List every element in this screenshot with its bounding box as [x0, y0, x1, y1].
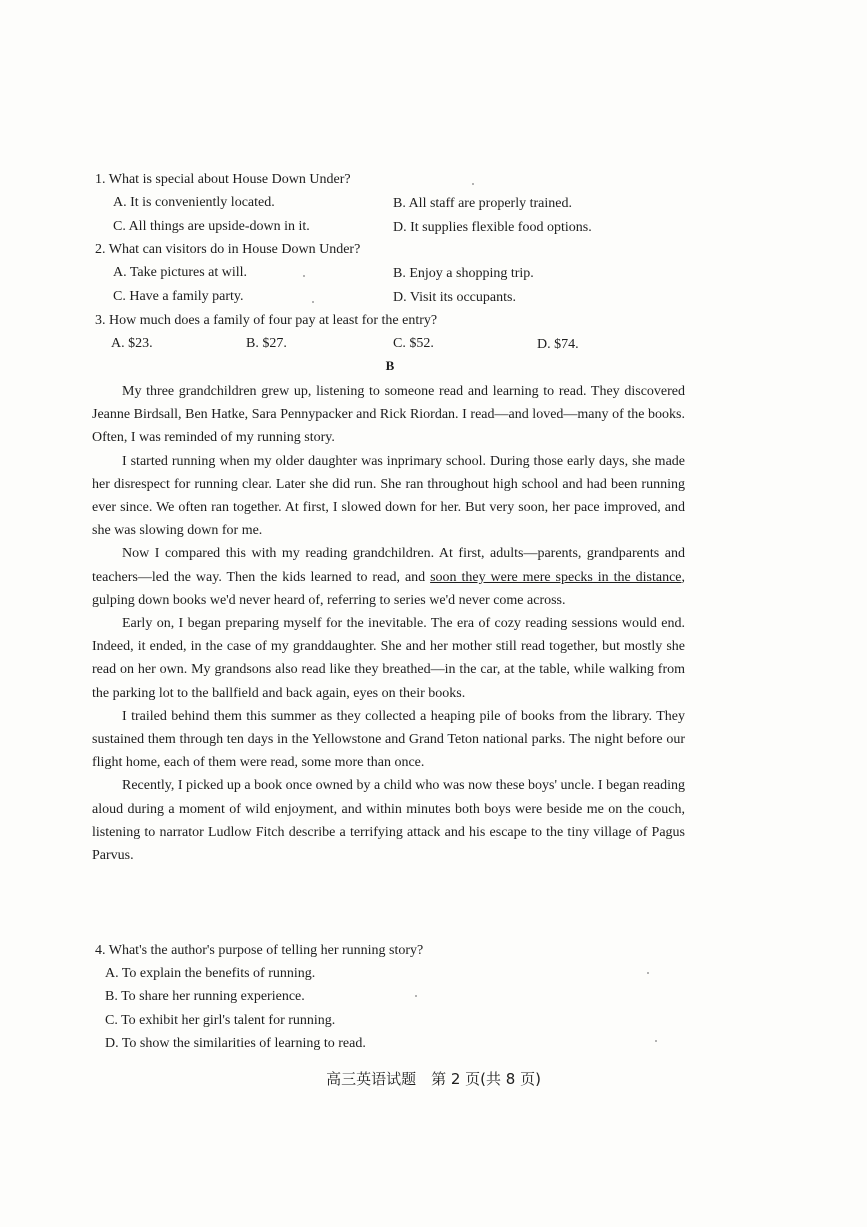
question-4-stem: 4. What's the author's purpose of telling her running story?	[95, 943, 424, 958]
scan-speck	[655, 1040, 657, 1042]
question-1-option-c: C. All things are upside-down in it.	[113, 219, 310, 234]
passage-paragraph-5: I trailed behind them this summer as they collected a heaping pile of books from the library. They sustained them through ten days in the Yellowstone and Grand Teton national parks. The night before our flight home, each of them were read, some more than once.	[92, 708, 685, 771]
section-label: B	[385, 358, 395, 373]
passage-paragraph-3	[92, 542, 685, 612]
passage-paragraph-4: Early on, I began preparing myself for the inevitable. The era of cozy reading sessions would end. Indeed, it ended, in the case of my granddaughter. She and her mother still read together, but mostly she read on her own. My grandsons also read like they breathed—in the car, at the table, while walking from the parking lot to the ballfield and back again, eyes on their books.	[92, 616, 685, 701]
scan-speck	[415, 995, 417, 997]
scan-speck	[647, 972, 649, 974]
reading-passage	[92, 380, 685, 867]
scan-speck	[312, 301, 314, 303]
question-2-option-c: C. Have a family party.	[113, 289, 244, 304]
question-4-option-b: B. To share her running experience.	[105, 989, 305, 1004]
scan-speck	[472, 183, 474, 185]
passage-paragraph-3-part-2: , gulping down books we'd never heard of, referring to series we'd never come across.	[92, 569, 685, 608]
question-1-option-a: A. It is conveniently located.	[113, 195, 275, 210]
passage-paragraph-2: I started running when my older daughter was inprimary school. During those early days, she made her disrespect for running clear. Later she did run. She ran throughout high school and had been running ever since. We often ran together. At first, I slowed down for her. But very soon, her pace improved, and she was slowing down for me.	[92, 453, 685, 539]
question-1-option-b: B. All staff are properly trained.	[393, 196, 572, 211]
question-2-option-d: D. Visit its occupants.	[393, 290, 516, 305]
question-3-stem: 3. How much does a family of four pay at least for the entry?	[95, 313, 438, 328]
question-2-stem: 2. What can visitors do in House Down Under?	[95, 242, 361, 257]
question-3-option-a: A. $23.	[111, 336, 153, 351]
question-3-option-b: B. $27.	[246, 336, 287, 351]
question-3-option-d: D. $74.	[537, 337, 579, 352]
question-2-option-a: A. Take pictures at will.	[113, 265, 248, 280]
question-1-stem: 1. What is special about House Down Under?	[95, 172, 351, 187]
underlined-phrase: soon they were mere specks in the distance	[430, 569, 682, 585]
scan-speck	[303, 275, 305, 277]
passage-paragraph-3-part-1: Now I compared this with my reading grandchildren. At first, adults—parents, grandparents and teachers—led the way. Then the kids learned to read, and	[92, 546, 685, 585]
question-2-option-b: B. Enjoy a shopping trip.	[393, 266, 534, 281]
question-4-option-d: D. To show the similarities of learning to read.	[105, 1036, 366, 1051]
question-4-option-c: C. To exhibit her girl's talent for running.	[105, 1013, 336, 1028]
page-footer: 高三英语试题 第 2 页(共 8 页)	[326, 1070, 541, 1088]
question-1-option-d: D. It supplies flexible food options.	[393, 220, 592, 235]
question-4-option-a: A. To explain the benefits of running.	[105, 966, 316, 981]
passage-paragraph-6: Recently, I picked up a book once owned by a child who was now these boys' uncle. I began reading aloud during a moment of wild enjoyment, and within minutes both boys were beside me on the couch, listening to narrator Ludlow Fitch describe a terrifying attack and his escape to the tiny village of Pagus Parvus.	[92, 778, 685, 864]
question-3-option-c: C. $52.	[393, 336, 434, 351]
passage-paragraph-1: My three grandchildren grew up, listening to someone read and learning to read. They discovered Jeanne Birdsall, Ben Hatke, Sara Pennypacker and Rick Riordan. I read—and loved—many of the books. Often, I was reminded of my running story.	[92, 384, 685, 446]
